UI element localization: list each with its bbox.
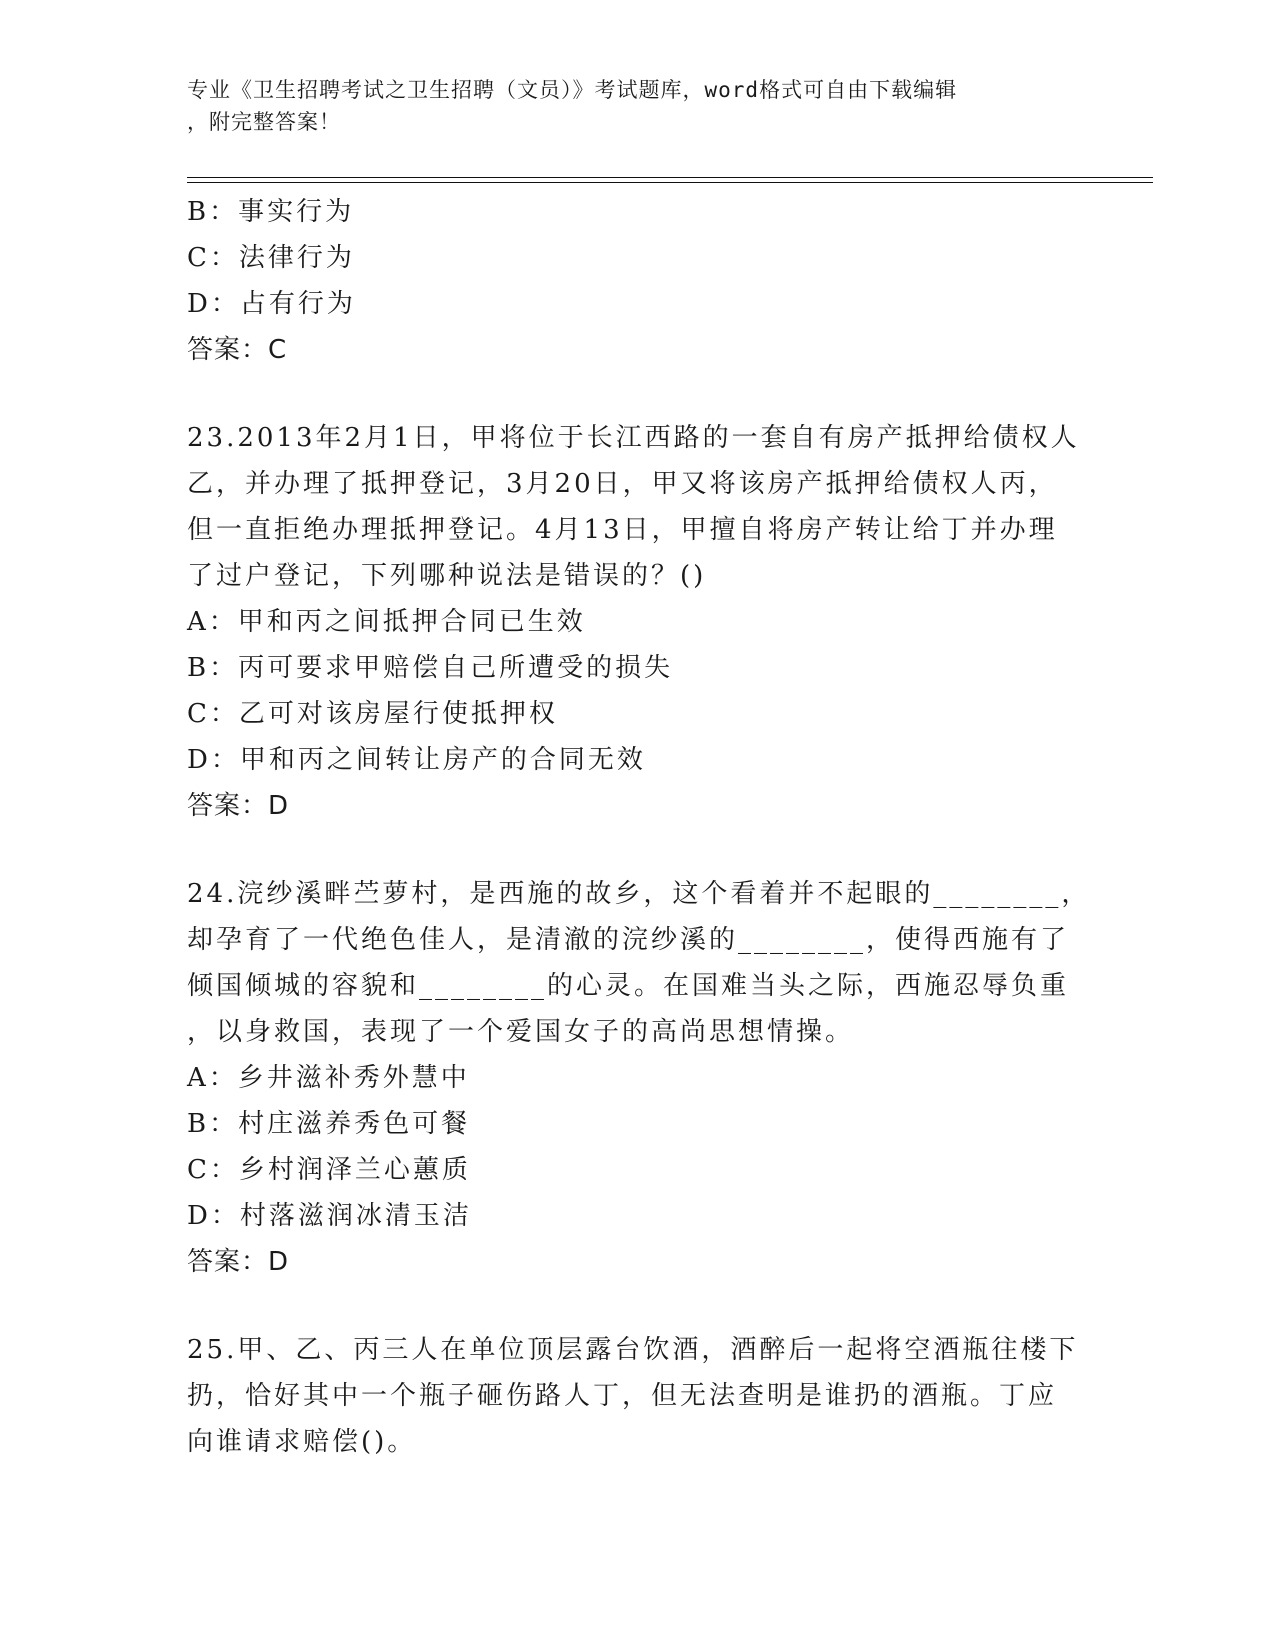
- document-header: [187, 74, 1067, 138]
- option-d: D：甲和丙之间转让房产的合同无效: [187, 745, 646, 775]
- option-b: B：事实行为: [187, 197, 355, 227]
- header-line-1: 专业《卫生招聘考试之卫生招聘（文员）》考试题库，word格式可自由下载编辑: [187, 78, 958, 102]
- spacer: [187, 829, 1087, 871]
- question-stem-line: 24.浣纱溪畔苎萝村，是西施的故乡，这个看着并不起眼的________，: [187, 879, 1091, 909]
- question-23: [187, 415, 1087, 829]
- question-stem-line: ，以身救国，表现了一个爱国女子的高尚思想情操。: [187, 1017, 855, 1047]
- question-content: [187, 189, 1091, 1465]
- question-stem-line: 23.2013年2月1日，甲将位于长江西路的一套自有房产抵押给债权人: [187, 423, 1080, 453]
- question-22-tail: [187, 189, 1087, 373]
- option-c: C：法律行为: [187, 243, 355, 273]
- answer: 答案：D: [187, 791, 290, 821]
- option-b: B：村庄滋养秀色可餐: [187, 1109, 471, 1139]
- question-stem-line: 倾国倾城的容貌和________的心灵。在国难当头之际，西施忍辱负重: [187, 971, 1070, 1001]
- answer: 答案：D: [187, 1247, 290, 1277]
- question-stem-line: 了过户登记，下列哪种说法是错误的？(): [187, 561, 707, 591]
- question-stem-line: 乙，并办理了抵押登记，3月20日，甲又将该房产抵押给债权人丙，: [187, 469, 1058, 499]
- question-stem-line: 扔，恰好其中一个瓶子砸伤路人丁，但无法查明是谁扔的酒瓶。丁应: [187, 1381, 1058, 1411]
- option-a: A：乡井滋补秀外慧中: [187, 1063, 470, 1093]
- header-divider-bottom: [187, 182, 1153, 183]
- question-stem-line: 25.甲、乙、丙三人在单位顶层露台饮酒，酒醉后一起将空酒瓶往楼下: [187, 1335, 1079, 1365]
- option-d: D：村落滋润冰清玉洁: [187, 1201, 472, 1231]
- option-c: C：乙可对该房屋行使抵押权: [187, 699, 558, 729]
- question-25: [187, 1327, 1087, 1465]
- spacer: [187, 1285, 1087, 1327]
- answer: 答案：C: [187, 335, 288, 365]
- option-d: D：占有行为: [187, 289, 356, 319]
- spacer: [187, 373, 1087, 415]
- question-stem-line: 但一直拒绝办理抵押登记。4月13日，甲擅自将房产转让给丁并办理: [187, 515, 1058, 545]
- question-stem-line: 却孕育了一代绝色佳人，是清澈的浣纱溪的________，使得西施有了: [187, 925, 1070, 955]
- option-b: B：丙可要求甲赔偿自己所遭受的损失: [187, 653, 674, 683]
- question-24: [187, 871, 1091, 1285]
- header-line-2: ，附完整答案！: [187, 110, 341, 134]
- option-c: C：乡村润泽兰心蕙质: [187, 1155, 471, 1185]
- question-stem-line: 向谁请求赔偿()。: [187, 1427, 417, 1457]
- option-a: A：甲和丙之间抵押合同已生效: [187, 607, 586, 637]
- header-divider-top: [187, 177, 1153, 178]
